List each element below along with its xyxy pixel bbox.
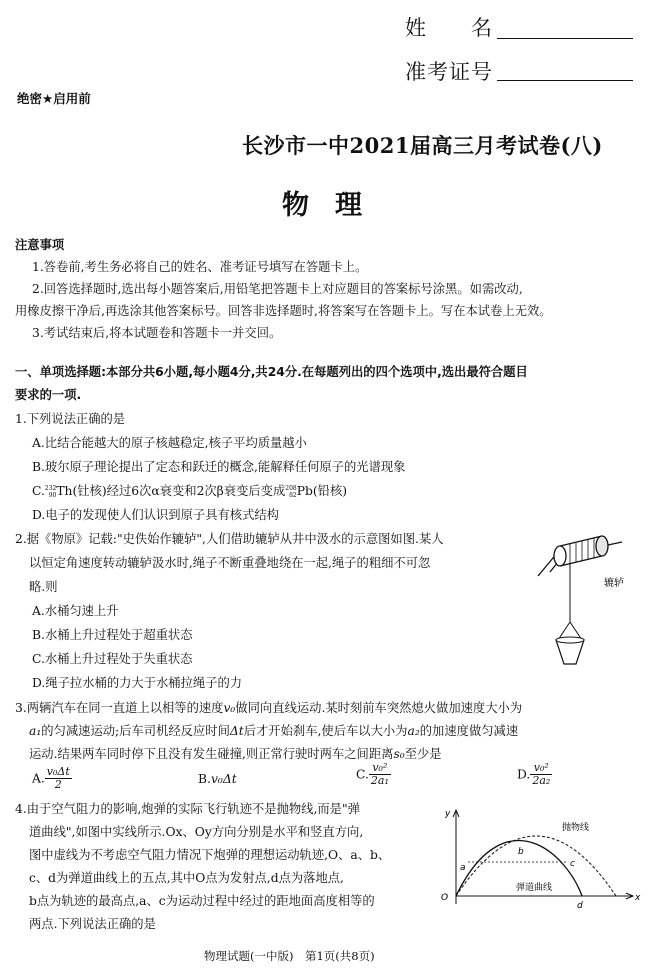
bucket-icon xyxy=(556,622,584,664)
secret-mark: 绝密★启用前 xyxy=(17,91,91,106)
q2-option-b: B.水桶上升过程处于超重状态 xyxy=(32,628,193,642)
trajectory-figure xyxy=(436,804,642,912)
point-b-label: b xyxy=(518,847,524,857)
note-item: 3.考试结束后,将本试题卷和答题卡一并交回。 xyxy=(32,326,282,340)
ballistic-label: 弹道曲线 xyxy=(516,883,553,893)
windlass-figure xyxy=(530,528,640,678)
name-underline xyxy=(497,38,633,39)
q1-option-a: A.比结合能越大的原子核越稳定,核子平均质量越小 xyxy=(32,436,307,450)
q4-stem: 4.由于空气阻力的影响,炮弹的实际飞行轨迹不是抛物线,而是"弹 xyxy=(15,802,360,816)
q4-stem-cont: 道曲线",如图中实线所示.Ox、Oy方向分别是水平和竖直方向, xyxy=(29,825,364,839)
q3-option-d: D. $\frac{\text{v₀²}}{\text{2a₂}}$ xyxy=(517,761,551,787)
q4-stem-cont: c、d为弹道曲线上的五点,其中O点为发射点,d点为落地点, xyxy=(29,871,344,885)
q4-stem-cont: 图中虚线为不考虑空气阻力情况下炮弹的理想运动轨迹,O、a、b、 xyxy=(29,848,391,862)
q2-stem-cont: 以恒定角速度转动辘轳汲水时,绳子不断重叠地绕在一起,绳子的粗细不可忽 xyxy=(29,556,431,570)
q3-stem-cont: a₁的匀减速运动;后车司机经反应时间Δt后才开始刹车,使后车以大小为a₂的加速度做匀减速 xyxy=(29,724,519,738)
y-axis-label: y xyxy=(445,809,451,819)
windlass-label: 辘轳 xyxy=(604,578,624,589)
q2-stem-cont: 略.则 xyxy=(29,580,58,594)
q2-stem: 2.据《物原》记载:"史佚始作辘轳",人们借助辘轳从井中汲水的示意图如图.某人 xyxy=(15,532,444,546)
q1-option-b: B.玻尔原子理论提出了定态和跃迁的概念,能解释任何原子的光谱现象 xyxy=(32,460,406,474)
point-a-label: a xyxy=(460,863,466,873)
q2-option-c: C.水桶上升过程处于失重状态 xyxy=(32,652,193,666)
q3-option-b: B.v₀Δt xyxy=(198,772,237,786)
point-c-label: c xyxy=(570,859,575,869)
exam-id-label: 准考证号 xyxy=(405,60,493,84)
note-item: 1.答卷前,考生务必将自己的姓名、准考证号填写在答题卡上。 xyxy=(32,260,368,274)
section-heading-cont: 要求的一项. xyxy=(15,388,82,402)
page-footer: 物理试题(一中版) 第1页(共8页) xyxy=(204,949,375,963)
note-item: 2.回答选择题时,选出每小题答案后,用铅笔把答题卡上对应题目的答案标号涂黑。如需改动, xyxy=(32,282,523,296)
name-label: 姓 名 xyxy=(405,16,493,40)
point-d-label: d xyxy=(577,901,583,911)
notes-heading: 注意事项 xyxy=(15,238,65,252)
parabola-label: 抛物线 xyxy=(562,823,590,833)
origin-label: O xyxy=(441,893,449,903)
q3-stem: 3.两辆汽车在同一直道上以相等的速度v₀做同向直线运动.某时刻前车突然熄火做加速度大小为 xyxy=(15,701,523,715)
q4-stem-cont: b点为轨迹的最高点,a、c为运动过程中经过的距地面高度相等的 xyxy=(29,894,375,908)
q2-option-a: A.水桶匀速上升 xyxy=(32,604,119,618)
q1-stem: 1.下列说法正确的是 xyxy=(15,412,126,426)
q1-option-d: D.电子的发现使人们认识到原子具有核式结构 xyxy=(32,508,279,522)
note-item: 用橡皮擦干净后,再选涂其他答案标号。回答非选择题时,将答案写在答题卡上。写在本试卷上无效。 xyxy=(15,304,552,318)
q2-option-d: D.绳子拉水桶的力大于水桶拉绳子的力 xyxy=(32,676,243,690)
subject-title: 物理 xyxy=(282,190,388,221)
q3-stem-cont: 运动.结果两车同时停下且没有发生碰撞,则正常行驶时两车之间距离s₀至少是 xyxy=(29,747,442,761)
x-axis-label: x xyxy=(635,893,641,903)
section-heading: 一、单项选择题:本部分共6小题,每小题4分,共24分.在每题列出的四个选项中,选出最符合题目 xyxy=(15,365,528,379)
q4-stem-cont: 两点.下列说法正确的是 xyxy=(29,917,156,931)
q1-option-c: C. 232 90 Th(钍核)经过6次α衰变和2次β衰变后变成 208 82 Pb(铅核) xyxy=(32,484,348,499)
exam-id-underline xyxy=(497,80,633,81)
exam-title: 长沙市一中2021届高三月考试卷(八) xyxy=(242,133,603,158)
windlass-drum-icon xyxy=(538,536,622,576)
q3-option-a: A. $\frac{\text{v₀Δt}}{2}$ xyxy=(32,765,70,791)
q3-option-c: C. $\frac{\text{v₀²}}{\text{2a₁}}$ xyxy=(356,761,389,787)
